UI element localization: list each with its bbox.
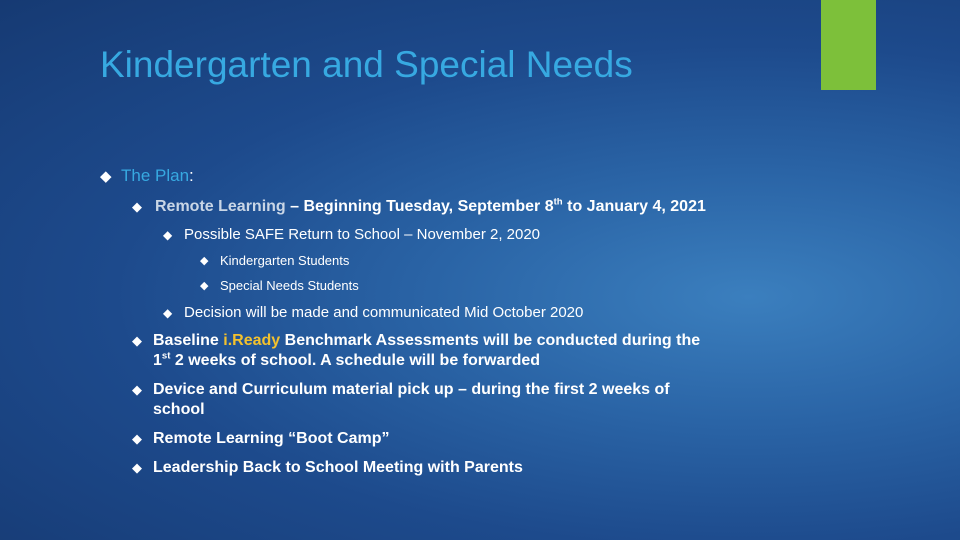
- remote-label: Remote Learning: [155, 198, 286, 215]
- remote-sup: th: [553, 196, 563, 208]
- diamond-bullet-icon: ◆: [100, 167, 112, 185]
- baseline-line2-sup: st: [161, 350, 171, 362]
- plan-colon: :: [189, 166, 194, 185]
- diamond-bullet-icon: ◆: [163, 228, 173, 242]
- baseline-post: Benchmark Assessments will be conducted during the: [280, 332, 701, 349]
- kindergarten-item: Kindergarten Students: [220, 253, 350, 268]
- bootcamp-item: Remote Learning “Boot Camp”: [153, 430, 390, 447]
- diamond-bullet-icon: ◆: [132, 334, 142, 349]
- device-line-1: Device and Curriculum material pick up – during the first 2 weeks of: [153, 381, 670, 398]
- accent-bar: [821, 0, 876, 90]
- diamond-bullet-icon: ◆: [163, 306, 173, 320]
- special-needs-item: Special Needs Students: [220, 278, 359, 293]
- device-line-2: school: [153, 401, 205, 418]
- leadership-item: Leadership Back to School Meeting with Parents: [153, 459, 523, 476]
- diamond-bullet-icon: ◆: [132, 432, 142, 447]
- baseline-line2-post: 2 weeks of school. A schedule will be forwarded: [170, 352, 541, 369]
- diamond-bullet-icon: ◆: [132, 461, 142, 476]
- slide-title: Kindergarten and Special Needs: [100, 44, 633, 85]
- iready-text: i.Ready: [223, 332, 281, 349]
- diamond-bullet-icon: ◆: [200, 254, 209, 267]
- decision-item: Decision will be made and communicated Mid October 2020: [184, 304, 584, 321]
- baseline-line-2: [153, 351, 700, 371]
- plan-label: The Plan: [121, 166, 190, 185]
- diamond-bullet-icon: ◆: [200, 279, 209, 292]
- baseline-line2-pre: 1: [153, 352, 162, 369]
- remote-end: to January 4, 2021: [562, 198, 706, 215]
- diamond-bullet-icon: ◆: [132, 200, 142, 215]
- remote-rest: – Beginning Tuesday, September 8: [285, 198, 554, 215]
- diamond-bullet-icon: ◆: [132, 383, 142, 398]
- baseline-pre: Baseline: [153, 332, 224, 349]
- remote-learning-item: [155, 198, 706, 216]
- baseline-line-1: [153, 331, 700, 351]
- device-item: [153, 380, 670, 420]
- baseline-item: [153, 331, 700, 371]
- safe-return-item: Possible SAFE Return to School – November 2, 2020: [184, 226, 541, 243]
- plan-heading: [121, 166, 194, 186]
